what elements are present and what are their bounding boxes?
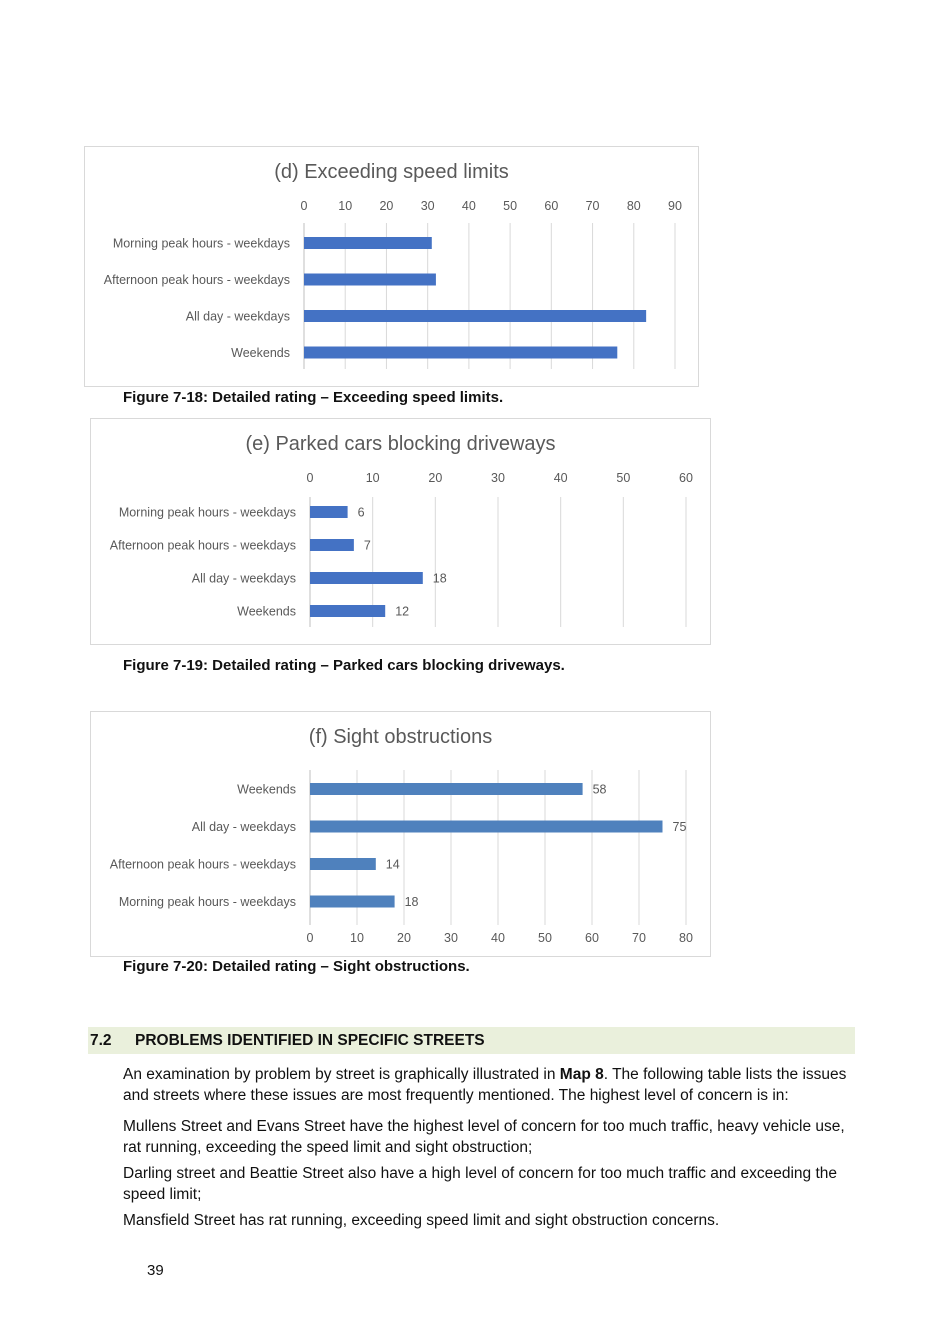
x-tick-label: 10 (365, 471, 380, 485)
data-label: 75 (672, 820, 687, 834)
x-tick-label: 80 (626, 199, 641, 213)
chart-parked-cars-blocking-driveways (90, 418, 711, 645)
chart-title: (e) Parked cars blocking driveways (245, 433, 556, 455)
x-tick-label: 50 (616, 471, 631, 485)
concern-item-1: Mullens Street and Evans Street have the highest level of concern for too much traffic, heavy vehicle use, rat running, exceeding the speed limit and sight obstruction; (123, 1118, 845, 1156)
data-label: 14 (385, 857, 400, 872)
category-label: Weekends (237, 782, 296, 797)
x-tick-label: 80 (679, 931, 693, 945)
data-label: 18 (404, 895, 419, 909)
figure-caption-7-19: Figure 7-19: Detailed rating – Parked cars blocking driveways. (123, 657, 565, 674)
category-label: Morning peak hours - weekdays (118, 505, 296, 520)
x-tick-label: 40 (461, 199, 476, 213)
intro-text-after: . The following table lists the issues and streets where these issues are most frequently mentioned. The highest level of concern is in: (123, 1066, 847, 1104)
data-label: 58 (592, 782, 607, 797)
x-tick-label: 70 (632, 931, 646, 945)
concern-item-3: Mansfield Street has rat running, exceeding speed limit and sight obstruction concerns. (123, 1212, 720, 1229)
x-tick-label: 10 (338, 199, 353, 213)
bar (310, 605, 385, 617)
intro-paragraph (123, 1064, 851, 1106)
map-reference: Map 8 (559, 1066, 604, 1083)
category-label: All day - weekdays (185, 309, 290, 324)
category-label: Weekends (237, 604, 296, 619)
data-label: 18 (432, 571, 447, 586)
bar (304, 347, 617, 359)
category-label: Afternoon peak hours - weekdays (109, 538, 296, 553)
data-label: 6 (357, 505, 365, 520)
category-label: Afternoon peak hours - weekdays (109, 857, 296, 872)
category-label: Weekends (231, 346, 290, 360)
category-label: Morning peak hours - weekdays (112, 236, 290, 251)
chart-exceeding-speed-limits (84, 146, 699, 387)
x-tick-label: 60 (679, 471, 693, 485)
bar (310, 572, 423, 584)
category-label: Morning peak hours - weekdays (118, 895, 296, 909)
chart-plot (91, 419, 712, 646)
bar (304, 274, 436, 286)
concern-item-2: Darling street and Beattie Street also have a high level of concern for too much traffic and exceeding the speed limit; (123, 1165, 837, 1203)
x-tick-label: 50 (538, 931, 552, 945)
category-label: Afternoon peak hours - weekdays (103, 273, 290, 287)
bar (304, 310, 646, 322)
section-heading (88, 1027, 855, 1054)
x-tick-label: 40 (553, 471, 568, 485)
bar (310, 783, 583, 795)
x-tick-label: 50 (503, 199, 518, 213)
x-tick-label: 30 (420, 199, 435, 213)
figure-caption-7-18: Figure 7-18: Detailed rating – Exceeding speed limits. (123, 389, 504, 406)
x-tick-label: 40 (491, 931, 505, 945)
x-tick-label: 0 (300, 199, 308, 213)
bar (304, 237, 432, 249)
x-tick-label: 0 (306, 471, 314, 485)
bar (310, 858, 376, 870)
chart-sight-obstructions (90, 711, 711, 957)
x-tick-label: 70 (585, 199, 600, 213)
x-tick-label: 0 (306, 931, 314, 945)
bar (310, 539, 354, 551)
intro-text-before: An examination by problem by street is graphically illustrated in (123, 1066, 560, 1083)
x-tick-label: 20 (379, 199, 394, 213)
x-tick-label: 20 (397, 931, 411, 945)
x-tick-label: 60 (585, 931, 599, 945)
chart-title: (f) Sight obstructions (308, 726, 493, 748)
x-tick-label: 90 (668, 199, 682, 213)
x-tick-label: 30 (491, 471, 505, 485)
x-tick-label: 60 (544, 199, 559, 213)
page-number: 39 (147, 1262, 164, 1279)
bar (310, 896, 395, 908)
chart-title: (d) Exceeding speed limits (274, 161, 509, 183)
x-tick-label: 30 (444, 931, 458, 945)
bar (310, 821, 663, 833)
category-label: All day - weekdays (191, 571, 296, 586)
x-tick-label: 20 (428, 471, 443, 485)
x-tick-label: 10 (350, 931, 364, 945)
figure-caption-7-20: Figure 7-20: Detailed rating – Sight obstructions. (123, 958, 470, 975)
chart-plot (85, 147, 700, 388)
section-number: 7.2 (90, 1032, 112, 1049)
bar (310, 506, 348, 518)
data-label: 7 (363, 538, 371, 553)
category-label: All day - weekdays (191, 820, 296, 834)
data-label: 12 (395, 604, 410, 619)
section-title: PROBLEMS IDENTIFIED IN SPECIFIC STREETS (135, 1032, 485, 1049)
chart-plot (91, 712, 712, 958)
